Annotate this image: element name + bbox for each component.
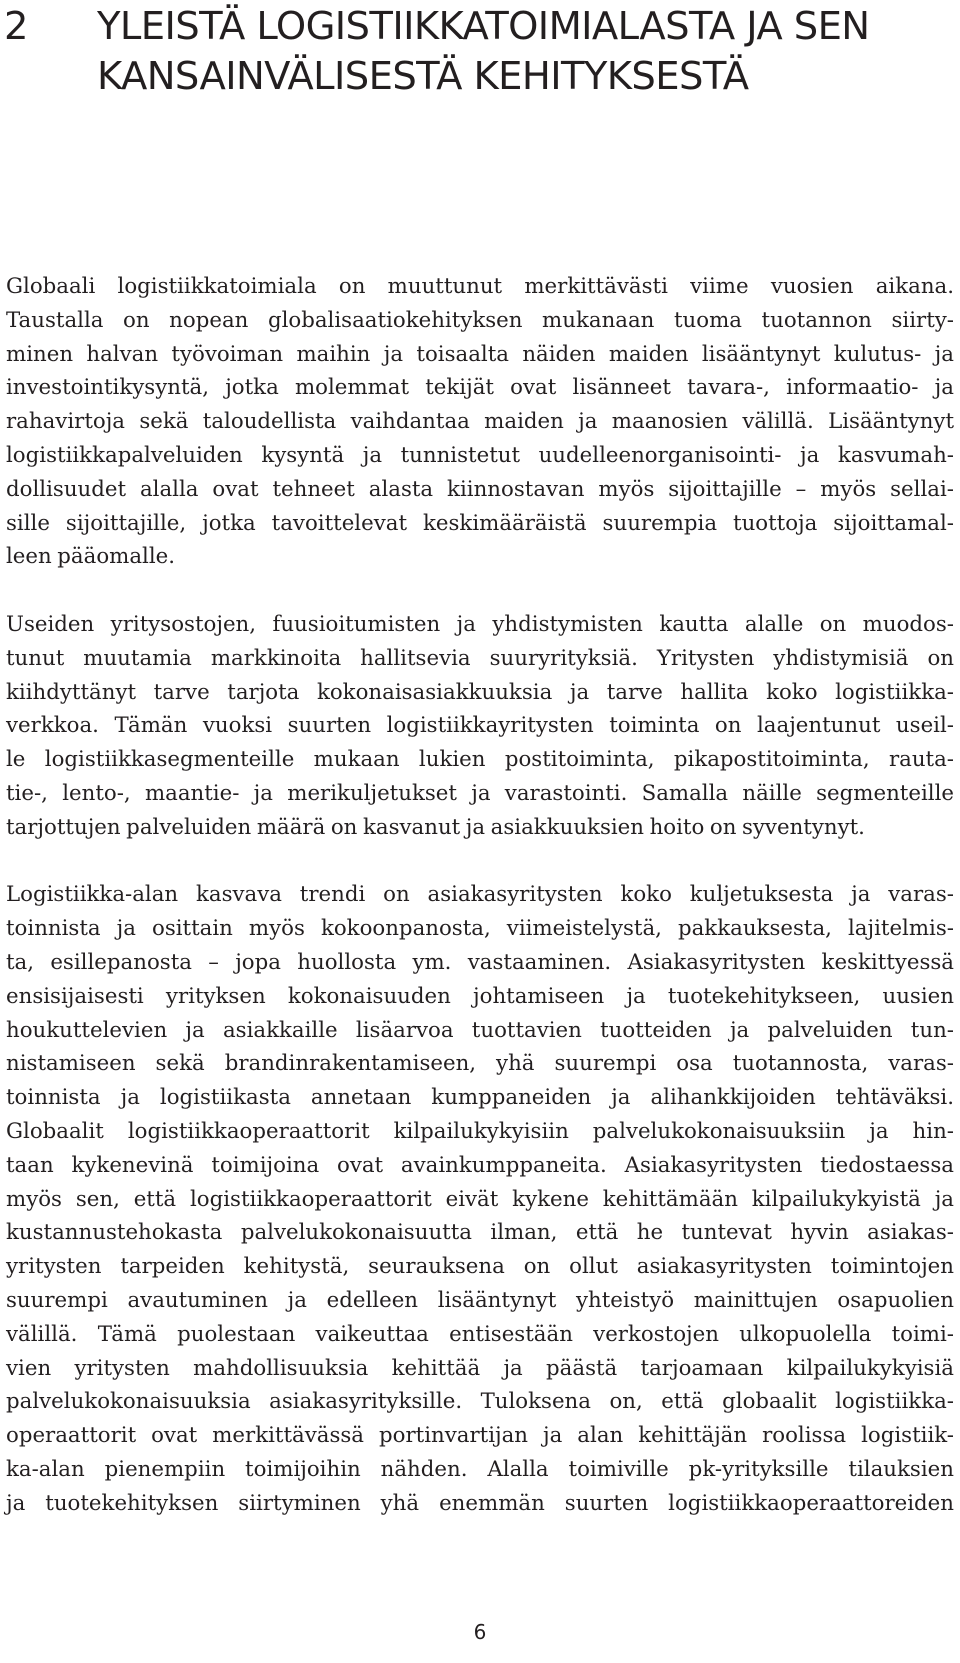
paragraph-2 [6, 608, 954, 845]
text-line: palvelukokonaisuuksia asiakasyrityksille. Tuloksena on, että globaalit logistiikka- [6, 1389, 954, 1415]
text-line: leen pääomalle. [6, 544, 176, 570]
text-line: rahavirtoja sekä taloudellista vaihdantaa maiden ja maanosien välillä. Lisääntynyt [6, 409, 954, 435]
text-line: tunut muutamia markkinoita hallitsevia suuryrityksiä. Yritysten yhdistymisiä on [6, 645, 954, 671]
text-line: tie-, lento-, maantie- ja merikuljetukset ja varastointi. Samalla näille segmenteille [6, 780, 954, 806]
text-line: le logistiikkasegmenteille mukaan lukien postitoiminta, pikapostitoiminta, rauta- [6, 747, 954, 773]
chapter-number: 2 [4, 4, 28, 49]
text-line: ta, esillepanosta – jopa huollosta ym. vastaaminen. Asiakasyritysten keskittyessä [6, 949, 954, 975]
text-line: toinnista ja osittain myös kokoonpanosta, viimeistelystä, pakkauksesta, lajitelmis- [6, 916, 954, 942]
text-line: Taustalla on nopean globalisaatiokehityksen mukanaan tuoma tuotannon siirty- [6, 307, 954, 333]
text-line: Logistiikka-alan kasvava trendi on asiakasyritysten koko kuljetuksesta ja varas- [6, 882, 954, 908]
text-line: Globaali logistiikkatoimiala on muuttunut merkittävästi viime vuosien aikana. [6, 274, 954, 299]
text-line: operaattorit ovat merkittävässä portinvartijan ja alan kehittäjän roolissa logistiik- [6, 1423, 954, 1449]
text-line: myös sen, että logistiikkaoperaattorit eivät kykene kehittämään kilpailukykyistä ja [6, 1186, 954, 1212]
text-line: Globaalit logistiikkaoperaattorit kilpailukykyisiin palvelukokonaisuuksiin ja hin- [6, 1118, 954, 1144]
chapter-title-line-2: KANSAINVÄLISESTÄ KEHITYKSESTÄ [97, 54, 749, 99]
paragraph-1 [6, 270, 954, 574]
text-line: ensisijaisesti yrityksen kokonaisuuden johtamiseen ja tuotekehitykseen, uusien [6, 983, 954, 1009]
text-line: välillä. Tämä puolestaan vaikeuttaa entisestään verkostojen ulkopuolella toimi- [6, 1321, 954, 1347]
paragraph-3 [6, 878, 954, 1520]
text-line: logistiikkapalveluiden kysyntä ja tunnistetut uudelleenorganisointi- ja kasvumah- [6, 442, 954, 468]
chapter-heading [4, 2, 904, 102]
text-line: ja tuotekehityksen siirtyminen yhä enemmän suurten logistiikkaoperaattoreiden [6, 1490, 954, 1516]
text-line: toinnista ja logistiikasta annetaan kumppaneiden ja alihankkijoiden tehtäväksi. [6, 1085, 954, 1111]
text-line: dollisuudet alalla ovat tehneet alasta kiinnostavan myös sijoittajille – myös sellai- [6, 476, 954, 502]
text-line: sille sijoittajille, jotka tavoittelevat keskimääräistä suurempia tuottoja sijoittamal- [6, 510, 954, 536]
text-line: verkkoa. Tämän vuoksi suurten logistiikkayritysten toiminta on laajentunut useil- [6, 713, 954, 739]
page-number: 6 [473, 1620, 487, 1644]
body-text [6, 270, 954, 1554]
text-line: taan kykenevinä toimijoina ovat avainkumppaneita. Asiakasyritysten tiedostaessa [6, 1152, 954, 1178]
text-line: houkuttelevien ja asiakkaille lisäarvoa tuottavien tuotteiden ja palveluiden tun- [6, 1017, 954, 1043]
text-line: suurempi avautuminen ja edelleen lisääntynyt yhteistyö mainittujen osapuolien [6, 1287, 954, 1313]
text-line: tarjottujen palveluiden määrä on kasvanut ja asiakkuuksien hoito on syventynyt. [6, 814, 865, 840]
text-line: kiihdyttänyt tarve tarjota kokonaisasiakkuuksia ja tarve hallita koko logistiikka- [6, 679, 954, 705]
text-line: minen halvan työvoiman maihin ja toisaalta näiden maiden lisääntynyt kulutus- ja [6, 341, 954, 367]
text-line: ka-alan pienempiin toimijoihin nähden. Alalla toimiville pk-yrityksille tilauksien [6, 1456, 954, 1482]
text-line: Useiden yritysostojen, fuusioitumisten ja yhdistymisten kautta alalle on muodos- [6, 611, 954, 637]
chapter-title-line-1: YLEISTÄ LOGISTIIKKATOIMIALASTA JA SEN [97, 4, 870, 49]
text-line: yritysten tarpeiden kehitystä, seurauksena on ollut asiakasyritysten toimintojen [6, 1254, 954, 1280]
text-line: kustannustehokasta palvelukokonaisuutta ilman, että he tuntevat hyvin asiakas- [6, 1220, 954, 1246]
text-line: investointikysyntä, jotka molemmat tekijät ovat lisänneet tavara-, informaatio- ja [6, 375, 954, 401]
text-line: nistamiseen sekä brandinrakentamiseen, yhä suurempi osa tuotannosta, varas- [6, 1051, 954, 1077]
text-line: vien yritysten mahdollisuuksia kehittää ja päästä tarjoamaan kilpailukykyisiä [6, 1355, 954, 1381]
